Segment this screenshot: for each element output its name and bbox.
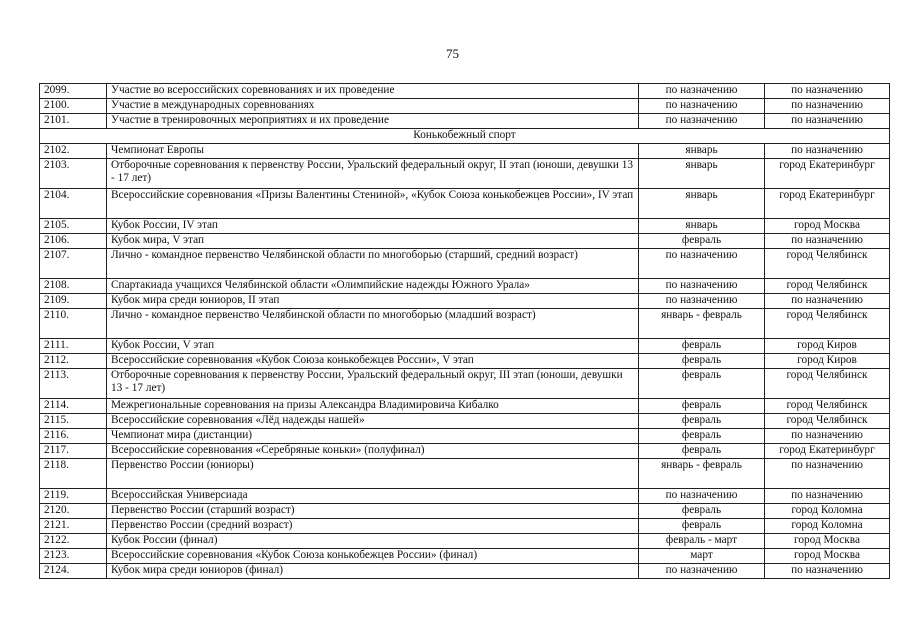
event-place: по назначению: [765, 84, 890, 99]
event-name: Отборочные соревнования к первенству России, Уральский федеральный округ, III этап (юноши, девушки 13 - 17 лет): [107, 369, 639, 399]
table-row: [40, 459, 890, 489]
table-row: [40, 219, 890, 234]
event-name: Всероссийские соревнования «Лёд надежды нашей»: [107, 414, 639, 429]
event-name: Первенство России (старший возраст): [107, 504, 639, 519]
row-number: 2116.: [40, 429, 107, 444]
row-number: 2123.: [40, 549, 107, 564]
event-place: по назначению: [765, 99, 890, 114]
event-date: по назначению: [639, 114, 765, 129]
row-number: 2107.: [40, 249, 107, 279]
table-row: [40, 84, 890, 99]
table-body-after: [40, 144, 890, 579]
event-name: Всероссийские соревнования «Призы Валентины Стениной», «Кубок Союза конькобежцев России», IV этап: [107, 189, 639, 219]
table-row: [40, 414, 890, 429]
event-place: город Челябинск: [765, 399, 890, 414]
row-number: 2103.: [40, 159, 107, 189]
event-name: Первенство России (юниоры): [107, 459, 639, 489]
event-date: февраль - март: [639, 534, 765, 549]
row-number: 2112.: [40, 354, 107, 369]
event-name: Чемпионат мира (дистанции): [107, 429, 639, 444]
table-row: [40, 429, 890, 444]
table-row: [40, 549, 890, 564]
event-place: город Москва: [765, 534, 890, 549]
row-number: 2101.: [40, 114, 107, 129]
table-row: [40, 519, 890, 534]
table-row: [40, 144, 890, 159]
event-name: Отборочные соревнования к первенству России, Уральский федеральный округ, II этап (юноши, девушки 13 - 17 лет): [107, 159, 639, 189]
event-place: город Коломна: [765, 504, 890, 519]
row-number: 2115.: [40, 414, 107, 429]
event-date: февраль: [639, 234, 765, 249]
event-place: город Москва: [765, 219, 890, 234]
row-number: 2109.: [40, 294, 107, 309]
row-number: 2110.: [40, 309, 107, 339]
table-row: [40, 369, 890, 399]
section-header-group: [40, 129, 890, 144]
event-date: февраль: [639, 339, 765, 354]
events-table: [39, 83, 890, 579]
table-row: [40, 489, 890, 504]
event-date: март: [639, 549, 765, 564]
event-place: по назначению: [765, 234, 890, 249]
event-date: по назначению: [639, 279, 765, 294]
event-date: по назначению: [639, 84, 765, 99]
event-date: февраль: [639, 429, 765, 444]
event-name: Участие в тренировочных мероприятиях и их проведение: [107, 114, 639, 129]
event-place: город Екатеринбург: [765, 189, 890, 219]
event-name: Первенство России (средний возраст): [107, 519, 639, 534]
row-number: 2121.: [40, 519, 107, 534]
row-number: 2108.: [40, 279, 107, 294]
event-place: город Челябинск: [765, 414, 890, 429]
table-row: [40, 354, 890, 369]
row-number: 2111.: [40, 339, 107, 354]
event-name: Кубок России (финал): [107, 534, 639, 549]
event-name: Лично - командное первенство Челябинской области по многоборью (младший возраст): [107, 309, 639, 339]
event-place: по назначению: [765, 564, 890, 579]
event-name: Кубок России, V этап: [107, 339, 639, 354]
table-row: [40, 504, 890, 519]
event-date: по назначению: [639, 249, 765, 279]
page-number: 75: [446, 46, 459, 61]
row-number: 2122.: [40, 534, 107, 549]
row-number: 2106.: [40, 234, 107, 249]
event-place: город Екатеринбург: [765, 444, 890, 459]
row-number: 2117.: [40, 444, 107, 459]
section-title: Конькобежный спорт: [40, 129, 890, 144]
event-name: Спартакиада учащихся Челябинской области «Олимпийские надежды Южного Урала»: [107, 279, 639, 294]
table-body-before: [40, 84, 890, 129]
event-place: по назначению: [765, 459, 890, 489]
section-row: [40, 129, 890, 144]
event-place: по назначению: [765, 114, 890, 129]
table-row: [40, 534, 890, 549]
table-row: [40, 339, 890, 354]
event-date: февраль: [639, 369, 765, 399]
event-place: город Киров: [765, 354, 890, 369]
row-number: 2100.: [40, 99, 107, 114]
event-name: Всероссийская Универсиада: [107, 489, 639, 504]
row-number: 2124.: [40, 564, 107, 579]
event-place: по назначению: [765, 429, 890, 444]
event-date: январь: [639, 189, 765, 219]
event-date: январь - февраль: [639, 459, 765, 489]
event-place: город Екатеринбург: [765, 159, 890, 189]
event-name: Межрегиональные соревнования на призы Александра Владимировича Кибалко: [107, 399, 639, 414]
event-date: январь - февраль: [639, 309, 765, 339]
table-row: [40, 279, 890, 294]
table-row: [40, 114, 890, 129]
event-place: по назначению: [765, 144, 890, 159]
event-name: Всероссийские соревнования «Кубок Союза конькобежцев России», V этап: [107, 354, 639, 369]
table-row: [40, 234, 890, 249]
row-number: 2102.: [40, 144, 107, 159]
table-row: [40, 309, 890, 339]
row-number: 2105.: [40, 219, 107, 234]
event-name: Всероссийские соревнования «Серебряные коньки» (полуфинал): [107, 444, 639, 459]
event-name: Чемпионат Европы: [107, 144, 639, 159]
event-date: январь: [639, 159, 765, 189]
event-name: Кубок мира, V этап: [107, 234, 639, 249]
event-name: Кубок России, IV этап: [107, 219, 639, 234]
event-name: Лично - командное первенство Челябинской области по многоборью (старший, средний возраст): [107, 249, 639, 279]
table-row: [40, 99, 890, 114]
event-name: Всероссийские соревнования «Кубок Союза конькобежцев России» (финал): [107, 549, 639, 564]
event-date: февраль: [639, 504, 765, 519]
row-number: 2104.: [40, 189, 107, 219]
event-date: февраль: [639, 444, 765, 459]
table-row: [40, 189, 890, 219]
table-row: [40, 249, 890, 279]
event-place: город Челябинск: [765, 369, 890, 399]
event-place: город Челябинск: [765, 279, 890, 294]
event-name: Кубок мира среди юниоров, II этап: [107, 294, 639, 309]
table-row: [40, 564, 890, 579]
table-row: [40, 294, 890, 309]
event-date: январь: [639, 219, 765, 234]
table-row: [40, 399, 890, 414]
row-number: 2099.: [40, 84, 107, 99]
event-place: город Киров: [765, 339, 890, 354]
event-date: февраль: [639, 519, 765, 534]
event-date: по назначению: [639, 294, 765, 309]
event-place: по назначению: [765, 294, 890, 309]
row-number: 2118.: [40, 459, 107, 489]
event-date: февраль: [639, 399, 765, 414]
event-date: февраль: [639, 414, 765, 429]
row-number: 2113.: [40, 369, 107, 399]
event-name: Участие в международных соревнованиях: [107, 99, 639, 114]
event-name: Участие во всероссийских соревнованиях и их проведение: [107, 84, 639, 99]
table-row: [40, 159, 890, 189]
event-date: январь: [639, 144, 765, 159]
event-name: Кубок мира среди юниоров (финал): [107, 564, 639, 579]
table-row: [40, 444, 890, 459]
row-number: 2119.: [40, 489, 107, 504]
event-date: по назначению: [639, 489, 765, 504]
row-number: 2120.: [40, 504, 107, 519]
event-date: по назначению: [639, 99, 765, 114]
row-number: 2114.: [40, 399, 107, 414]
event-place: город Челябинск: [765, 249, 890, 279]
event-date: по назначению: [639, 564, 765, 579]
event-place: по назначению: [765, 489, 890, 504]
event-date: февраль: [639, 354, 765, 369]
event-place: город Челябинск: [765, 309, 890, 339]
event-place: город Москва: [765, 549, 890, 564]
event-place: город Коломна: [765, 519, 890, 534]
